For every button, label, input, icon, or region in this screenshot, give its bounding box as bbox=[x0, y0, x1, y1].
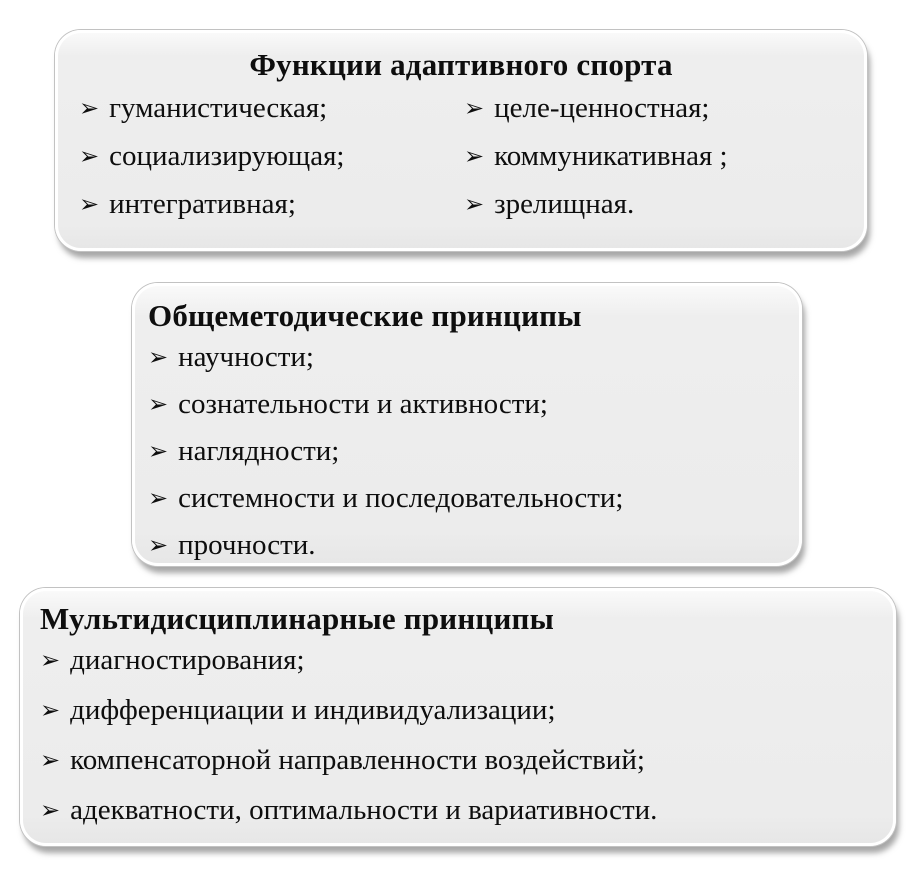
list-item-text: зрелищная. bbox=[494, 188, 635, 220]
list-item bbox=[40, 644, 876, 694]
arrow-bullet-icon: ➢ bbox=[40, 746, 61, 774]
general-principles-list bbox=[148, 341, 784, 576]
list-item-text: наглядности; bbox=[178, 435, 340, 467]
list-item-text: целе-ценностная; bbox=[494, 92, 710, 124]
list-item-text: интегративная; bbox=[109, 188, 296, 220]
list-item bbox=[148, 482, 784, 529]
arrow-bullet-icon: ➢ bbox=[79, 94, 100, 122]
arrow-bullet-icon: ➢ bbox=[79, 142, 100, 170]
arrow-bullet-icon: ➢ bbox=[148, 437, 169, 465]
arrow-bullet-icon: ➢ bbox=[40, 646, 61, 674]
list-item bbox=[79, 188, 464, 236]
list-item-text: диагностирования; bbox=[70, 644, 305, 676]
general-principles-box bbox=[132, 283, 802, 566]
list-item bbox=[148, 388, 784, 435]
arrow-bullet-icon: ➢ bbox=[148, 343, 169, 371]
list-item bbox=[148, 341, 784, 388]
list-item-text: системности и последовательности; bbox=[178, 482, 624, 514]
list-item bbox=[148, 435, 784, 482]
list-item bbox=[40, 744, 876, 794]
arrow-bullet-icon: ➢ bbox=[40, 696, 61, 724]
functions-list bbox=[79, 92, 843, 236]
list-item-text: адекватности, оптимальности и вариативности. bbox=[70, 794, 658, 826]
arrow-bullet-icon: ➢ bbox=[464, 190, 485, 218]
list-item bbox=[464, 188, 843, 236]
list-item-text: социализирующая; bbox=[109, 140, 345, 172]
list-item bbox=[464, 140, 843, 188]
arrow-bullet-icon: ➢ bbox=[79, 190, 100, 218]
list-item-text: сознательности и активности; bbox=[178, 388, 548, 420]
functions-box-title: Функции адаптивного спорта bbox=[249, 47, 673, 82]
arrow-bullet-icon: ➢ bbox=[148, 531, 169, 559]
list-item-text: прочности. bbox=[178, 529, 316, 561]
general-principles-box-title: Общеметодические принципы bbox=[148, 298, 582, 333]
arrow-bullet-icon: ➢ bbox=[148, 390, 169, 418]
arrow-bullet-icon: ➢ bbox=[464, 142, 485, 170]
list-item bbox=[148, 529, 784, 576]
multidisciplinary-principles-list bbox=[40, 644, 876, 844]
list-item-text: научности; bbox=[178, 341, 314, 373]
arrow-bullet-icon: ➢ bbox=[464, 94, 485, 122]
list-item bbox=[79, 140, 464, 188]
list-item bbox=[464, 92, 843, 140]
list-item-text: коммуникативная ; bbox=[494, 140, 728, 172]
list-item-text: гуманистическая; bbox=[109, 92, 328, 124]
multidisciplinary-principles-box bbox=[20, 588, 896, 846]
arrow-bullet-icon: ➢ bbox=[40, 796, 61, 824]
functions-box bbox=[55, 30, 867, 251]
list-item bbox=[40, 794, 876, 844]
list-item-text: компенсаторной направленности воздействий; bbox=[70, 744, 645, 776]
multidisciplinary-principles-box-title: Мультидисциплинарные принципы bbox=[40, 601, 555, 636]
list-item bbox=[40, 694, 876, 744]
list-item bbox=[79, 92, 464, 140]
list-item-text: дифференциации и индивидуализации; bbox=[70, 694, 556, 726]
arrow-bullet-icon: ➢ bbox=[148, 484, 169, 512]
